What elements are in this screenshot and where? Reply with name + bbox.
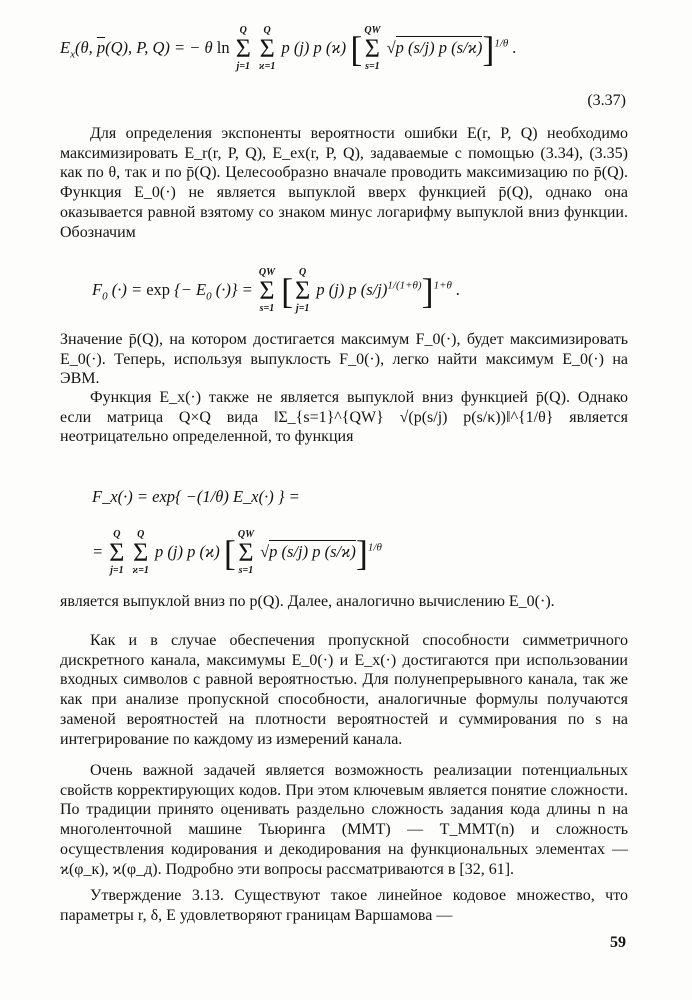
equation-f0: $F_0$ (·) = exp {− $E_0$ (·)} = QW Σ s=1 [ Q Σ j=1 p (j) p $(s/j)^{1/(1+\theta)}]^{1+\theta}$ . [92, 267, 461, 314]
paragraph-4: является выпуклой вниз по p(Q). Далее, аналогично вычислению E_0(·). [60, 593, 555, 610]
equation-fx-line-2: = Q Σ j=1 Q Σ ϰ=1 p (j) p (ϰ) [ QW Σ s=1 √p (s/j) p (s/ϰ)]$^{1/\theta}$ [92, 529, 382, 576]
paragraph-5: Как и в случае обеспечения пропускной способности симметричного дискретного канала, максимумы E_0(·) и E_x(·) достигаются при использовании входных символов с равной вероятностью. Для полунепрерывного канала, так же как при анализе пропускной способности, аналогичные формулы получаются заменой вероятностей на плотности вероятностей и суммирования по s на интегрирование по каждому из измерений канала. [60, 632, 628, 748]
statement-3-13: Утверждение 3.13. Существуют такое линейное кодовое множество, что параметры r, δ, E удовлетворяют границам Варшамова — [60, 887, 628, 924]
equation-fx-line-1: F_x(·) = exp{ −(1/θ) E_x(·) } = [92, 487, 300, 506]
equation-number: (3.37) [587, 92, 626, 109]
paragraph-1: Для определения экспоненты вероятности ошибки E(r, P, Q) необходимо максимизировать E_r(r, P, Q), E_ex(r, P, Q), задаваемые с помощью (3.34), (3.35) как по θ, так и по p̄(Q). Целесообразно вначале проводить максимизацию по p̄(Q). Функция E_0(·) не является выпуклой вверх функцией p̄(Q), однако она оказывается равной взятому со знаком минус логарифму выпуклой вниз функции. Обозначим [60, 125, 628, 241]
equation-3-37-render: $E_x(\theta$, $\overline{p}(Q)$, P, Q) = − θ ln Q Σ j=1 Q Σ ϰ=1 p (j) p (ϰ) [ QW Σ s=1 √p (s/j) p (s/ϰ)]$^{1/\theta}$ . [60, 25, 517, 72]
paragraph-6: Очень важной задачей является возможность реализации потенциальных свойств корректирующих кодов. При этом ключевым является понятие сложности. По традиции принято оценивать раздельно сложность задания кода длины n на многоленточной машине Тьюринга (ММТ) — T_ММТ(n) и сложность осуществления кодирования и декодирования на функциональных элементах — ϰ(φ_к), ϰ(φ_д). Подробно эти вопросы рассматриваются в [32, 61]. [60, 762, 628, 878]
page-number: 59 [610, 934, 626, 951]
paragraph-3: Функция E_x(·) также не является выпуклой вниз функцией p̄(Q). Однако если матрица Q×Q вида ‖Σ_{s=1}^{QW} √(p(s/j) p(s/κ))‖^{1/θ} является неотрицательно определенной, то функция [60, 389, 628, 446]
paragraph-2: Значение p̄(Q), на котором достигается максимум F_0(·), будет максимизировать E_0(·). Теперь, используя выпуклость F_0(·), легко найти максимум E_0(·) на ЭВМ. [60, 331, 628, 388]
